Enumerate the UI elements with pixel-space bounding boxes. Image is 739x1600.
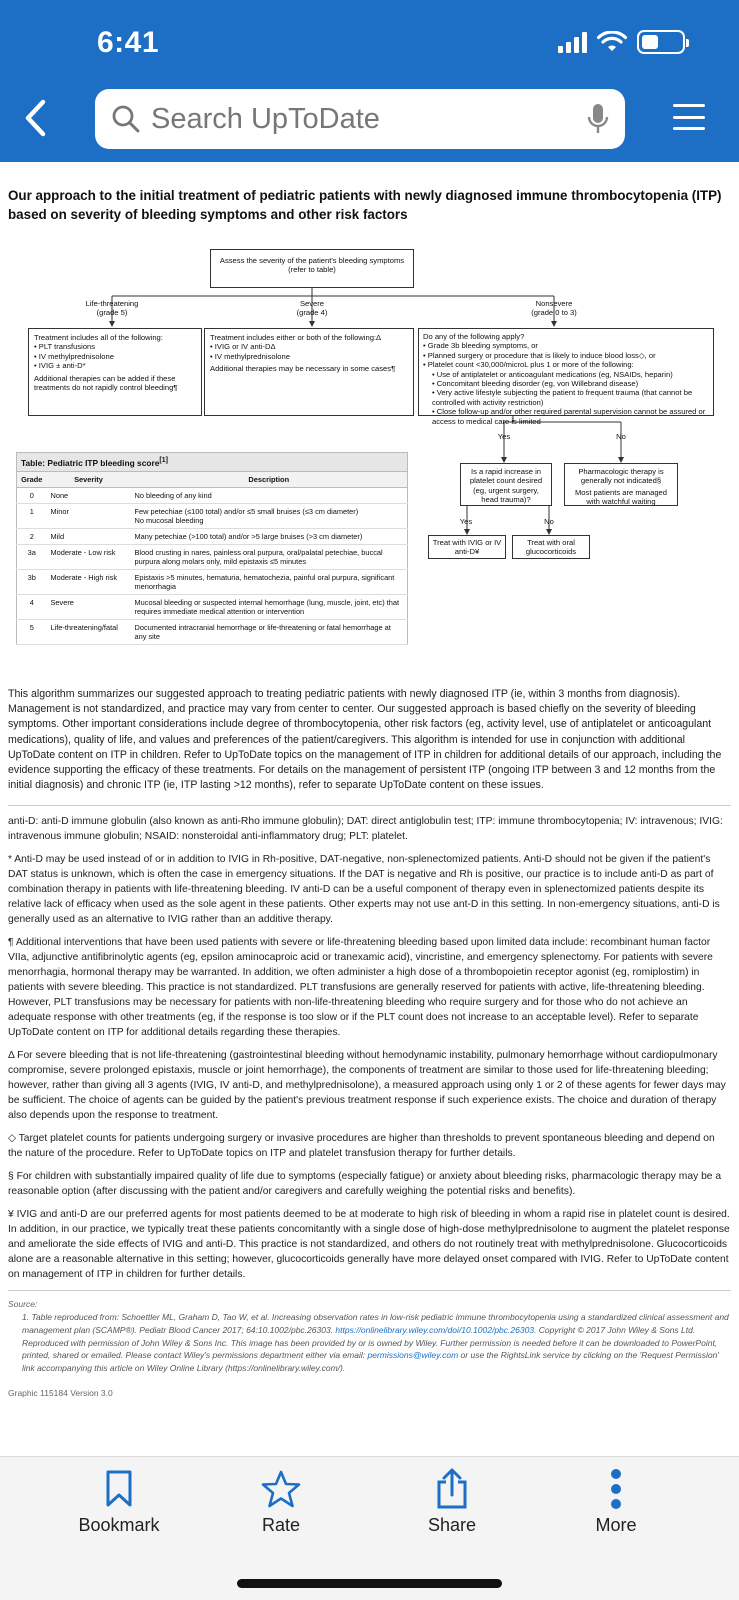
assess-severity-box: Assess the severity of the patient's bleeding symptoms (refer to table) xyxy=(210,249,414,288)
share-icon xyxy=(435,1468,469,1510)
status-time: 6:41 xyxy=(97,26,160,59)
table-reference[interactable]: [1] xyxy=(159,457,168,464)
back-button[interactable] xyxy=(14,96,56,140)
yes-label: Yes xyxy=(459,517,473,526)
home-indicator xyxy=(237,1579,502,1588)
search-placeholder: Search UpToDate xyxy=(151,102,380,135)
treatment-item: • PLT transfusions xyxy=(34,342,196,351)
treatment-item: • IV methylprednisolone xyxy=(210,352,408,361)
nonsevere-label: Nonsevere (grade 0 to 3) xyxy=(531,299,577,318)
criteria-item: • Grade 3b bleeding symptoms, or xyxy=(423,341,709,350)
table-row: 1 Minor Few petechiae (≤100 total) and/or ≤5 small bruises (≤3 cm diameter) No mucosal bleeding xyxy=(17,503,408,528)
status-icons xyxy=(558,30,685,54)
rate-button[interactable]: Rate xyxy=(206,1467,356,1536)
pharmacologic-therapy-box: Pharmacologic therapy is generally not indicated§ Most patients are managed with watchful waiting xyxy=(564,463,678,506)
criteria-subitem: • Concomitant bleeding disorder (eg, von Willebrand disease) xyxy=(423,379,709,388)
table-caption: Table: Pediatric ITP bleeding score[1] xyxy=(16,452,408,471)
no-label: No xyxy=(616,432,626,441)
criteria-subitem: • Close follow-up and/or other required parental supervision cannot be assured or access to medical care is limited xyxy=(423,407,709,426)
bottom-tab-bar xyxy=(0,1456,739,1600)
graphic-version: Graphic 115184 Version 3.0 xyxy=(8,1388,113,1399)
criteria-item: • Platelet count <30,000/microL plus 1 or more of the following: xyxy=(423,360,709,369)
divider xyxy=(8,1290,731,1291)
divider xyxy=(8,805,731,806)
severe-treatment-box: Treatment includes either or both of the following:Δ • IVIG or IV anti-DΔ • IV methylprednisolone Additional therapies may be necessary in some cases¶ xyxy=(204,328,414,416)
table-row: 4 Severe Mucosal bleeding or suspected internal hemorrhage (lung, muscle, joint, etc) that requires immediate medical attention or intervention xyxy=(17,594,408,619)
more-dots-icon xyxy=(609,1468,623,1510)
rapid-increase-question-box: Is a rapid increase in platelet count desired (eg, urgent surgery, head trauma)? xyxy=(460,463,552,506)
bookmark-button[interactable]: Bookmark xyxy=(44,1467,194,1536)
treat-glucocorticoids-box: Treat with oral glucocorticoids xyxy=(512,535,590,559)
top-app-bar xyxy=(0,0,739,162)
wifi-icon xyxy=(597,31,627,53)
search-input[interactable] xyxy=(95,89,625,149)
abbreviations-note: anti-D: anti-D immune globulin (also known as anti-Rho immune globulin); DAT: direct antiglobulin test; ITP: immune thrombocytopenia; IV: intravenous; IVIG: intravenous immune globulin; NSAID: nonsteroidal anti-inflammatory drug; PLT: platelet. xyxy=(8,816,723,843)
life-threatening-label: Life-threatening (grade 5) xyxy=(85,299,139,318)
source-label: Source: xyxy=(8,1299,38,1310)
severe-label: Severe (grade 4) xyxy=(296,299,328,318)
footnote-anti-d: * Anti-D may be used instead of or in addition to IVIG in Rh-positive, DAT-negative, non-splenectomized patients. Anti-D should not be given if the patient's DAT status is unknown, which is often the case in emergency situations. If the DAT is negative and Rh is positive, our practice is to include anti-D as part of combination therapy in patients with life-threatening bleeding. IV anti-D can be a useful component of therapy even in splenectomized patients despite its relative lack of efficacy when used as the sole agent in these patients. Other experts may not use ant-D in this setting. In non-emergency situations, anti-D is generally used as an alternative to IVIG rather than an additive therapy. xyxy=(8,854,720,926)
criteria-subitem: • Very active lifestyle subjecting the patient to frequent trauma (that cannot be controlled with activity restriction) xyxy=(423,388,709,407)
hamburger-menu-icon[interactable] xyxy=(673,104,705,130)
graphic-content[interactable] xyxy=(0,162,739,1456)
bleeding-score-table xyxy=(16,452,408,645)
battery-icon xyxy=(637,30,685,54)
treatment-item: • IVIG or IV anti-DΔ xyxy=(210,342,408,351)
treatment-algorithm xyxy=(8,236,731,681)
treatment-item: • IVIG ± anti-D* xyxy=(34,361,196,370)
criteria-item: • Planned surgery or procedure that is likely to induce blood loss◇, or xyxy=(423,351,709,360)
treatment-item: • IV methylprednisolone xyxy=(34,352,196,361)
star-icon xyxy=(261,1469,301,1509)
search-icon xyxy=(111,104,141,134)
footnote-severe-bleeding: Δ For severe bleeding that is not life-threatening (gastrointestinal bleeding without hemodynamic instability, pulmonary hemorrhage without cardiopulmonary compromise, severe prolonged epistaxis, muscle or joint hemorrhage), the components of treatment are similar to those used for life-threatening bleeding; however, rather than giving all 3 agents (IVIG, IV anti-D, and methylprednisolone), a measured approach using only 1 or 2 of these agents for fewer days may be sufficient. The choice of agents can be guided by the patient's previous treatment response if such experience exists. The choice and duration of therapy also depends upon the response to treatment. xyxy=(8,1050,726,1122)
table-row: 0 None No bleeding of any kind xyxy=(17,487,408,503)
bookmark-icon xyxy=(105,1470,133,1508)
table-row: 5 Life-threatening/fatal Documented intracranial hemorrhage or life-threatening or fatal hemorrhage at any site xyxy=(17,619,408,644)
footnote-quality-of-life: § For children with substantially impaired quality of life due to symptoms (especially fatigue) or anxiety about bleeding risks, pharmacologic therapy may be a reasonable option (after discussing with the patient and/or caregivers and carefully weighing the potential risks and benefits). xyxy=(8,1171,722,1198)
source-citation: 1. Table reproduced from: Schoettler ML, Graham D, Tao W, et al. Increasing observation rates in low-risk pediatric immune thrombocytopenia using a standardized clinical assessment and management plan (SCAMP®). Pediatr Blood Cancer 2017; 64:10.1002/pbc.26303. https://onlinelibrary.wiley.com/doi/10.1002/pbc.26303. Copyright © 2017 John Wiley & Sons Ltd. Reproduced with permission of John Wiley & Sons Inc. This image has been provided by or is owned by Wiley. Further permission is needed before it can be downloaded to PowerPoint, printed, shared or emailed. Please contact Wiley's permissions department either via email: permissions@wiley.com or use the RightsLink service by clicking on the 'Request Permission' link accompanying this article on Wiley Online Library (https://onlinelibrary.wiley.com/). xyxy=(22,1312,729,1373)
nonsevere-criteria-box: Do any of the following apply? • Grade 3b bleeding symptoms, or • Planned surgery or procedure that is likely to induce blood loss◇, or • Platelet count <30,000/microL plus 1 or more of the following: • Use of antiplatelet or anticoagulant medications (eg, NSAIDs, heparin) • Concomitant bleeding disorder (eg, von Willebrand disease) • Very active lifestyle subjecting the patient to frequent trauma (that cannot be controlled with activity restriction) • Close follow-up and/or other required parental supervision cannot be assured or access to medical care is limited xyxy=(418,328,714,416)
chevron-left-icon xyxy=(23,99,47,137)
share-button[interactable]: Share xyxy=(377,1467,527,1536)
algorithm-summary: This algorithm summarizes our suggested approach to treating pediatric patients with newly diagnosed ITP (ie, within 3 months from diagnosis). Management is not standardized, and practice may vary from center to center. Our suggested approach is based chiefly on the severity of bleeding symptoms. Other important considerations include degree of thrombocytopenia, other risk factors (eg, activity level, use of antiplatelet or anticoagulant medications), quality of life, and values and preferences of the patient/caregivers. This algorithm is intended for use in conjunction with additional UpToDate content on ITP in children. Refer to UpToDate topics on the management of ITP in children for additional details of our approach, including the evidence supporting the efficacy of these treatments. For details on the management of persistent ITP (ongoing ITP between 3 and 12 months from the initial diagnosis) and chronic ITP (ie, ITP lasting >12 months), refer to separate UpToDate content on these issues. xyxy=(8,688,722,792)
no-label: No xyxy=(544,517,554,526)
microphone-icon[interactable] xyxy=(587,102,609,136)
treat-ivig-box: Treat with IVIG or IV anti-D¥ xyxy=(428,535,506,559)
table-row: 2 Mild Many petechiae (>100 total) and/or >5 large bruises (>3 cm diameter) xyxy=(17,528,408,544)
permissions-email-link[interactable]: permissions@wiley.com xyxy=(367,1350,459,1361)
more-button[interactable]: More xyxy=(541,1467,691,1536)
source-doi-link[interactable]: https://onlinelibrary.wiley.com/doi/10.1002/pbc.26303. xyxy=(335,1325,537,1336)
table-row: 3a Moderate - Low risk Blood crusting in nares, painless oral purpura, oral/palatal petechiae, buccal purpura along molars only, mild epistaxis ≤5 minutes xyxy=(17,544,408,569)
table-header-row: Grade Severity Description xyxy=(17,471,408,487)
cellular-signal-icon xyxy=(558,31,587,53)
life-threatening-treatment-box: Treatment includes all of the following: • PLT transfusions • IV methylprednisolone • IVIG ± anti-D* Additional therapies can be added if these treatments do not rapidly control bleeding¶ xyxy=(28,328,202,416)
criteria-subitem: • Use of antiplatelet or anticoagulant medications (eg, NSAIDs, heparin) xyxy=(423,370,709,379)
footnote-ivig-anti-d: ¥ IVIG and anti-D are our preferred agents for most patients deemed to be at moderate to high risk of bleeding in whom a rapid rise in platelet count is desired. In addition, in our practice, we typically treat these patients concomitantly with a single dose of high-dose methylprednisolone to augment the platelet response and ameliorate the side effects of IVIG and anti-D. This practice is not standardized, and others do not routinely treat with methylprednisolone. Glucocorticoids alone are a reasonable alternative in this setting; however, glucocorticoids generally have more delayed onset compared with IVIG. Refer to UpToDate content on management of ITP in children for further details. xyxy=(8,1209,730,1281)
table-row: 3b Moderate - High risk Epistaxis >5 minutes, hematuria, hematochezia, painful oral purpura, significant menorrhagia xyxy=(17,569,408,594)
graphic-title: Our approach to the initial treatment of pediatric patients with newly diagnosed immune thrombocytopenia (ITP) based on severity of bleeding symptoms and other risk factors xyxy=(8,188,722,222)
footnote-additional-interventions: ¶ Additional interventions that have been used patients with severe or life-threatening bleeding based upon limited data include: recombinant human factor VIIa, adjunctive antifibrinolytic agents (eg, epsilon aminocaproic acid or tranexamic acid), vincristine, and emergency splenectomy. For patients with severe menorrhagia, hormonal therapy may be warranted. In addition, we often administer a high dose of a thrombopoietin receptor agonist (eg, romiplostim) in patients with severe bleeding. This practice is not standardized. PLT transfusions are generally reserved for patients with active, life-threatening bleeding. However, PLT transfusions may be necessary for patients with non-life-threatening bleeding who require surgery and for those who do not achieve an adequate response with other treatments (eg, if the response is too slow or if the PLT count does not increase to an acceptable level). Refer to separate UpToDate content on ITP for additional details regarding these therapies. xyxy=(8,937,713,1039)
footnote-target-platelet: ◇ Target platelet counts for patients undergoing surgery or invasive procedures are higher than thresholds to prevent spontaneous bleeding and depend on the nature of the procedure. Refer to UpToDate topics on ITP and platelet transfusion therapy for further details. xyxy=(8,1133,715,1160)
yes-label: Yes xyxy=(497,432,511,441)
